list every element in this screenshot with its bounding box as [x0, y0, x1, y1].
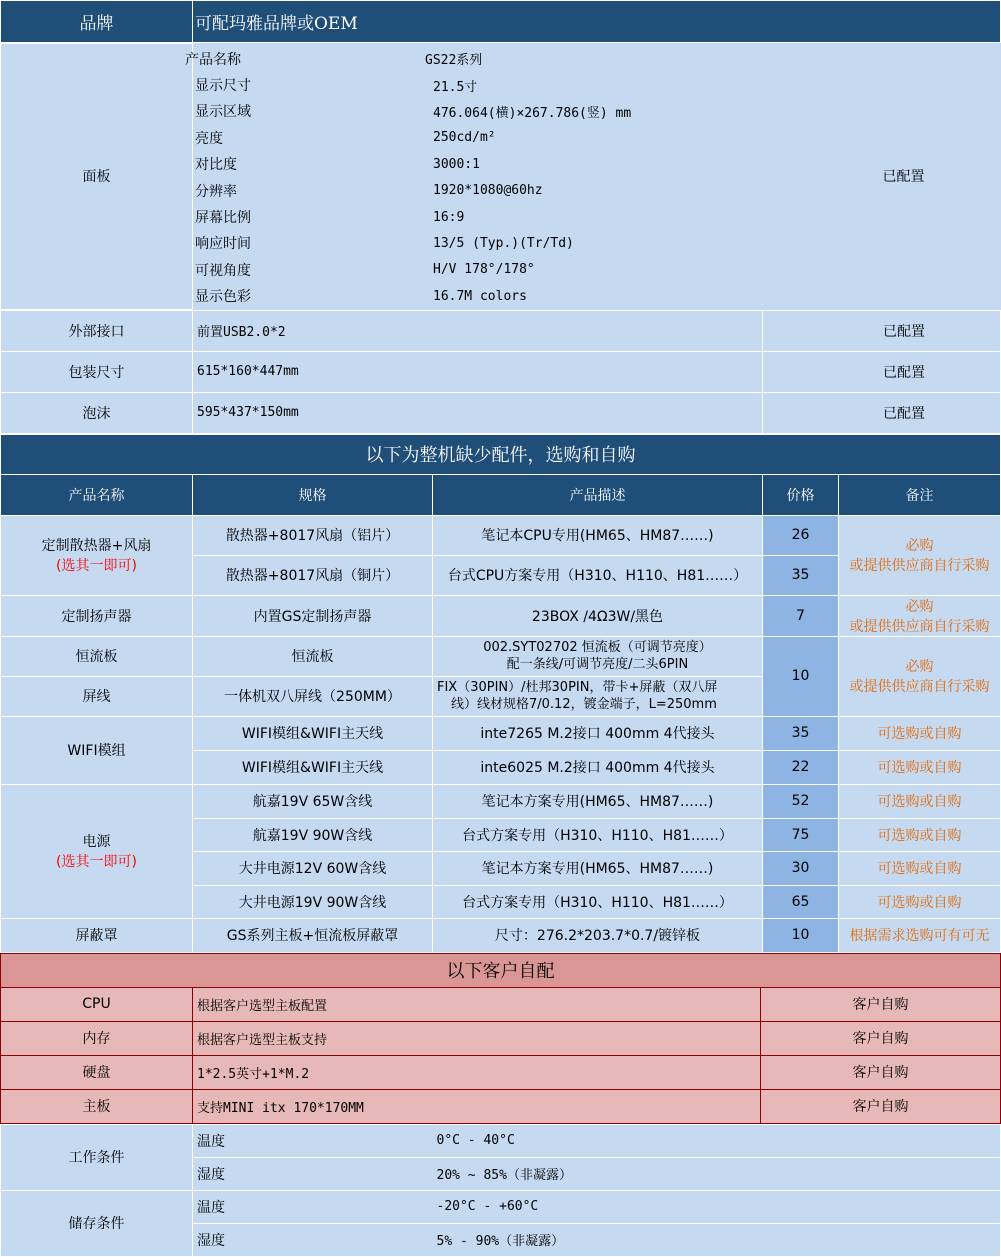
- desc-line-1: 002.SYT02702 恒流板（可调节亮度）: [483, 640, 712, 656]
- remark-line-1: 必购: [905, 598, 934, 615]
- spec-row: [1, 351, 1001, 392]
- panel-spec-row: [193, 98, 763, 124]
- customer-value: 根据客户选型主板配置: [193, 987, 761, 1021]
- power-remark: 可选购或自购: [839, 818, 1001, 851]
- heatsink-remark: [839, 515, 1001, 595]
- constant-board-spec: 恒流板: [193, 636, 433, 676]
- condition-name: 湿度: [193, 1157, 433, 1190]
- power-remark: 可选购或自购: [839, 851, 1001, 885]
- condition-name: 温度: [193, 1124, 433, 1157]
- panel-status: 已配置: [882, 169, 925, 186]
- condition-value: 20% ~ 85%（非凝露）: [433, 1157, 1001, 1190]
- power-desc: 台式方案专用（H310、H110、H81……）: [433, 885, 763, 918]
- panel-spec-name: 显示尺寸: [195, 78, 251, 95]
- desc-line-1: FIX（30PIN）/杜邦30PIN，带卡+屏蔽（双八屏: [437, 680, 718, 696]
- customer-value: 1*2.5英寸+1*M.2: [193, 1055, 761, 1089]
- customer-row: [1, 1089, 1001, 1123]
- power-spec: 大井电源12V 60W含线: [193, 851, 433, 885]
- col-header-desc: 产品描述: [433, 474, 763, 515]
- heatsink-desc: 笔记本CPU专用(HM65、HM87……): [433, 515, 763, 555]
- panel-spec-value: 3000:1: [433, 156, 480, 172]
- power-price: 52: [763, 784, 839, 818]
- row-value: 前置USB2.0*2: [193, 310, 763, 351]
- panel-spec-row: [193, 177, 763, 203]
- power-spec: 大井电源19V 90W含线: [193, 885, 433, 918]
- customer-status: 客户自购: [761, 1089, 1001, 1123]
- shield-desc: 尺寸：276.2*203.7*0.7/镀锌板: [433, 918, 763, 952]
- customer-title: 以下客户自配: [1, 953, 1001, 987]
- wifi-name: WIFI模组: [1, 716, 193, 784]
- panel-spec-name: 分辨率: [195, 183, 237, 200]
- remark-line-1: 必购: [905, 659, 934, 676]
- col-header-spec: 规格: [193, 474, 433, 515]
- shield-spec: GS系列主板+恒流板屏蔽罩: [193, 918, 433, 952]
- col-header-remark: 备注: [839, 474, 1001, 515]
- heatsink-name-cell: [1, 515, 193, 595]
- shield-price: 10: [763, 918, 839, 952]
- power-remark: 可选购或自购: [839, 885, 1001, 918]
- conditions-table: [0, 1124, 1001, 1257]
- constant-price: 10: [763, 636, 839, 716]
- power-desc: 笔记本方案专用(HM65、HM87……): [433, 784, 763, 818]
- heatsink-desc: 台式CPU方案专用（H310、H110、H81……）: [433, 555, 763, 595]
- cable-spec: 一体机双八屏线（250MM）: [193, 676, 433, 716]
- desc-line-2: 配一条线/可调节亮度/二头6PIN: [506, 657, 689, 673]
- accessories-title: 以下为整机缺少配件，选购和自购: [1, 434, 1001, 474]
- shield-remark: 根据需求选购可有可无: [839, 918, 1001, 952]
- power-name-cell: [1, 784, 193, 918]
- customer-label: CPU: [1, 987, 193, 1021]
- panel-spec-value: 16:9: [433, 209, 465, 225]
- row-label: 包装尺寸: [1, 351, 193, 392]
- panel-spec-row: [185, 46, 763, 72]
- wifi-remark: 可选购或自购: [839, 716, 1001, 750]
- panel-spec-value: 16.7M colors: [433, 288, 527, 304]
- customer-status: 客户自购: [761, 987, 1001, 1021]
- power-note: (选其一即可): [56, 854, 137, 871]
- panel-block: [0, 43, 1001, 310]
- customer-row: [1, 1021, 1001, 1055]
- wifi-spec: WIFI模组&WIFI主天线: [193, 750, 433, 784]
- condition-label: 工作条件: [1, 1124, 193, 1190]
- panel-spec-row: [193, 125, 763, 151]
- shield-name: 屏蔽罩: [1, 918, 193, 952]
- condition-row: [1, 1124, 1001, 1157]
- customer-value: 根据客户选型主板支持: [193, 1021, 761, 1055]
- simple-rows-table: [0, 310, 1001, 434]
- panel-spec-value: 13/5 (Typ.)(Tr/Td): [433, 235, 574, 251]
- row-value: 595*437*150mm: [193, 392, 763, 433]
- panel-spec-name: 显示区域: [195, 104, 251, 121]
- condition-value: -20°C - +60°C: [433, 1190, 1001, 1223]
- cable-name: 屏线: [1, 676, 193, 716]
- row-value: 615*160*447mm: [193, 351, 763, 392]
- heatsink-price: 35: [763, 555, 839, 595]
- speaker-spec: 内置GS定制扬声器: [193, 595, 433, 636]
- customer-label: 内存: [1, 1021, 193, 1055]
- customer-status: 客户自购: [761, 1055, 1001, 1089]
- condition-label: 储存条件: [1, 1190, 193, 1256]
- condition-value: 5% - 90%（非凝露）: [433, 1223, 1001, 1256]
- accessories-table: [0, 434, 1001, 953]
- customer-label: 硬盘: [1, 1055, 193, 1089]
- power-spec: 航嘉19V 90W含线: [193, 818, 433, 851]
- panel-spec-value: H/V 178°/178°: [433, 262, 535, 278]
- heatsink-spec: 散热器+8017风扇（铝片）: [193, 515, 433, 555]
- speaker-price: 7: [763, 595, 839, 636]
- desc-line-2: 线）线材规格7/0.12，镀金端子，L=250mm: [451, 697, 717, 713]
- row-status: 已配置: [763, 310, 1001, 351]
- power-price: 30: [763, 851, 839, 885]
- condition-name: 湿度: [193, 1223, 433, 1256]
- spec-table-top: [0, 0, 1001, 43]
- power-desc: 台式方案专用（H310、H110、H81……）: [433, 818, 763, 851]
- col-header-price: 价格: [763, 474, 839, 515]
- condition-value: 0°C - 40°C: [433, 1124, 1001, 1157]
- row-label: 外部接口: [1, 310, 193, 351]
- customer-status: 客户自购: [761, 1021, 1001, 1055]
- heatsink-price: 26: [763, 515, 839, 555]
- row-status: 已配置: [763, 392, 1001, 433]
- panel-spec-row: [193, 257, 763, 283]
- wifi-price: 35: [763, 716, 839, 750]
- condition-row: [1, 1190, 1001, 1223]
- heatsink-spec: 散热器+8017风扇（铜片）: [193, 555, 433, 595]
- panel-spec-name: 产品名称: [185, 51, 241, 68]
- wifi-spec: WIFI模组&WIFI主天线: [193, 716, 433, 750]
- row-status: 已配置: [763, 351, 1001, 392]
- heatsink-note: (选其一即可): [56, 558, 137, 575]
- speaker-remark: [839, 595, 1001, 636]
- panel-spec-name: 显示色彩: [195, 289, 251, 306]
- panel-spec-name: 对比度: [195, 157, 237, 174]
- wifi-desc: inte7265 M.2接口 400mm 4代接头: [433, 716, 763, 750]
- cable-desc: [433, 676, 763, 716]
- power-desc: 笔记本方案专用(HM65、HM87……): [433, 851, 763, 885]
- brand-label: 品牌: [1, 1, 193, 43]
- panel-spec-name: 可视角度: [195, 262, 251, 279]
- spec-row: [1, 392, 1001, 433]
- customer-value: 支持MINI itx 170*170MM: [193, 1089, 761, 1123]
- customer-row: [1, 987, 1001, 1021]
- panel-spec-row: [193, 230, 763, 256]
- panel-spec-name: 屏幕比例: [195, 210, 251, 227]
- panel-spec-value: 250cd/m²: [433, 130, 496, 146]
- panel-spec-list: [185, 44, 763, 310]
- panel-spec-name: 亮度: [195, 130, 223, 147]
- remark-line-1: 必购: [905, 538, 934, 555]
- constant-board-desc: [433, 636, 763, 676]
- customer-label: 主板: [1, 1089, 193, 1123]
- panel-spec-value: 476.064(横)×267.786(竖) mm: [433, 105, 632, 121]
- constant-board-name: 恒流板: [1, 636, 193, 676]
- panel-spec-row: [193, 283, 763, 309]
- spec-row: [1, 310, 1001, 351]
- brand-value: 可配玛雅品牌或OEM: [193, 1, 1001, 43]
- panel-spec-value: 1920*1080@60hz: [433, 183, 543, 199]
- power-price: 75: [763, 818, 839, 851]
- power-remark: 可选购或自购: [839, 784, 1001, 818]
- condition-name: 温度: [193, 1190, 433, 1223]
- panel-spec-value: 21.5寸: [433, 79, 478, 95]
- panel-spec-row: [193, 151, 763, 177]
- speaker-desc: 23BOX /4Ω3W/黑色: [433, 595, 763, 636]
- remark-line-2: 或提供供应商自行采购: [849, 558, 990, 575]
- remark-line-2: 或提供供应商自行采购: [849, 679, 990, 696]
- panel-spec-row: [193, 204, 763, 230]
- remark-line-2: 或提供供应商自行采购: [849, 618, 990, 635]
- col-header-name: 产品名称: [1, 474, 193, 515]
- customer-row: [1, 1055, 1001, 1089]
- panel-label: 面板: [1, 44, 193, 310]
- heatsink-name: 定制散热器+风扇: [41, 538, 152, 555]
- panel-spec-value: GS22系列: [425, 53, 483, 69]
- panel-spec-name: 响应时间: [195, 236, 251, 253]
- wifi-desc: inte6025 M.2接口 400mm 4代接头: [433, 750, 763, 784]
- power-price: 65: [763, 885, 839, 918]
- constant-remark: [839, 636, 1001, 716]
- wifi-remark: 可选购或自购: [839, 750, 1001, 784]
- speaker-name: 定制扬声器: [1, 595, 193, 636]
- panel-spec-row: [193, 72, 763, 98]
- wifi-price: 22: [763, 750, 839, 784]
- power-spec: 航嘉19V 65W含线: [193, 784, 433, 818]
- customer-table: [0, 953, 1001, 1124]
- row-label: 泡沫: [1, 392, 193, 433]
- power-name: 电源: [82, 834, 111, 851]
